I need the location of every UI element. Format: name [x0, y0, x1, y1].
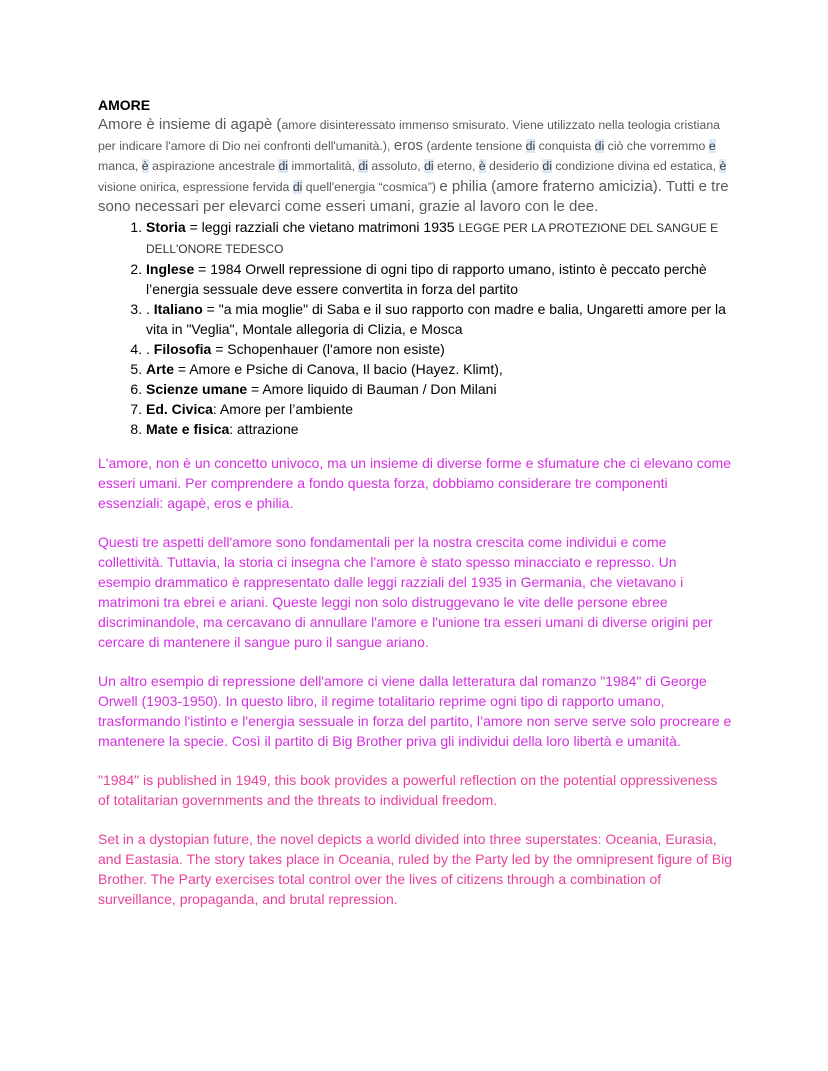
list-item: 3. . Italiano = "a mia moglie" di Saba e il suo rapporto con madre e balia, Ungaretti amore per la vita in "Veglia", Montale allegoria di Clizia, e Mosca [146, 299, 732, 339]
page-title: AMORE [98, 97, 151, 113]
paragraph-1984-english: "1984" is published in 1949, this book provides a powerful reflection on the potential oppressiveness of totalitarian governments and the threats to individual freedom. [98, 771, 718, 808]
list-item: 7. Ed. Civica: Amore per l’ambiente [146, 399, 732, 419]
topics-list [98, 217, 732, 439]
highlight: è [719, 159, 727, 173]
list-item: 2. Inglese = 1984 Orwell repressione di ogni tipo di rapporto umano, istinto è peccato perchè l’energia sessuale deve essere convertita in forza del partito [146, 259, 732, 299]
list-item: 8. Mate e fisica: attrazione [146, 419, 732, 439]
paragraph-racial-laws: Questi tre aspetti dell'amore sono fondamentali per la nostra crescita come individui e come collettività. Tuttavia, la storia ci insegna che l'amore è stato spesso minacciato e represso. Un esempio drammatico è rappresentato dalle leggi razziali del 1935 in Germania, che vietavano i matrimoni tra ebrei e ariani. Queste leggi non solo distruggevano le vite delle persone ebree discriminandole, ma cercavano di annullare l'amore e l'unione tra esseri umani di diverse origini per cercare di mantenere il sangue puro il sangue ariano. [98, 533, 713, 650]
highlight: di [542, 159, 552, 173]
highlight: di [594, 138, 605, 153]
list-item: 5. Arte = Amore e Psiche di Canova, Il bacio (Hayez. Klimt), [146, 359, 732, 379]
highlight: di [278, 159, 289, 173]
highlight: è [141, 159, 149, 173]
paragraph-intro-forms: L'amore, non è un concetto univoco, ma un insieme di diverse forme e sfumature che ci elevano come esseri umani. Per comprendere a fondo questa forza, dobbiamo considerare tre componenti essenziali: agapè, eros e philia. [98, 454, 732, 511]
highlight: e [708, 138, 716, 153]
list-item: 1. Storia = leggi razziali che vietano matrimoni 1935 LEGGE PER LA PROTEZIONE DEL SANGUE E DELL'ONORE TEDESCO [146, 217, 732, 259]
highlight: è [478, 159, 486, 173]
list-item: 4. . Filosofia = Schopenhauer (l'amore non esiste) [146, 339, 732, 359]
intro-paragraph: Amore è insieme di agapè (amore disinteressato immenso smisurato. Viene utilizzato nella teologia cristiana per indicare l'amore di Dio nei confronti dell'umanità.), eros (ardente tensione di conquista di ciò che vorremmo e manca, è aspirazione ancestrale di immortalità, di assoluto, di eterno, è desiderio di condizione divina ed estatica, è visione onirica, espressione fervida di quell'energia “cosmica”) e philia (amore fraterno amicizia). Tutti e tre sono necessari per elevarci come esseri umani, grazie al lavoro con le dee. [98, 116, 729, 215]
list-item: 6. Scienze umane = Amore liquido di Bauman / Don Milani [146, 379, 732, 399]
paragraph-dystopia-english: Set in a dystopian future, the novel depicts a world divided into three superstates: Oceania, Eurasia, and Eastasia. The story takes place in Oceania, ruled by the Party led by the omnipresent figure of Big Brother. The Party exercises total control over the lives of citizens through a combination of surveillance, propaganda, and brutal repression. [98, 830, 732, 907]
highlight: di [525, 138, 536, 153]
highlight: di [292, 179, 303, 194]
paragraph-orwell: Un altro esempio di repressione dell'amore ci viene dalla letteratura dal romanzo "1984" di George Orwell (1903-1950). In questo libro, il regime totalitario reprime ogni tipo di rapporto umano, trasformando l'istinto e l'energia sessuale in forza del partito, l’amore non serve serve solo procreare e mantenere la specie. Così il partito di Big Brother priva gli individui della loro libertà e umanità. [98, 672, 732, 749]
highlight: di [358, 159, 369, 173]
highlight: di [424, 159, 434, 173]
